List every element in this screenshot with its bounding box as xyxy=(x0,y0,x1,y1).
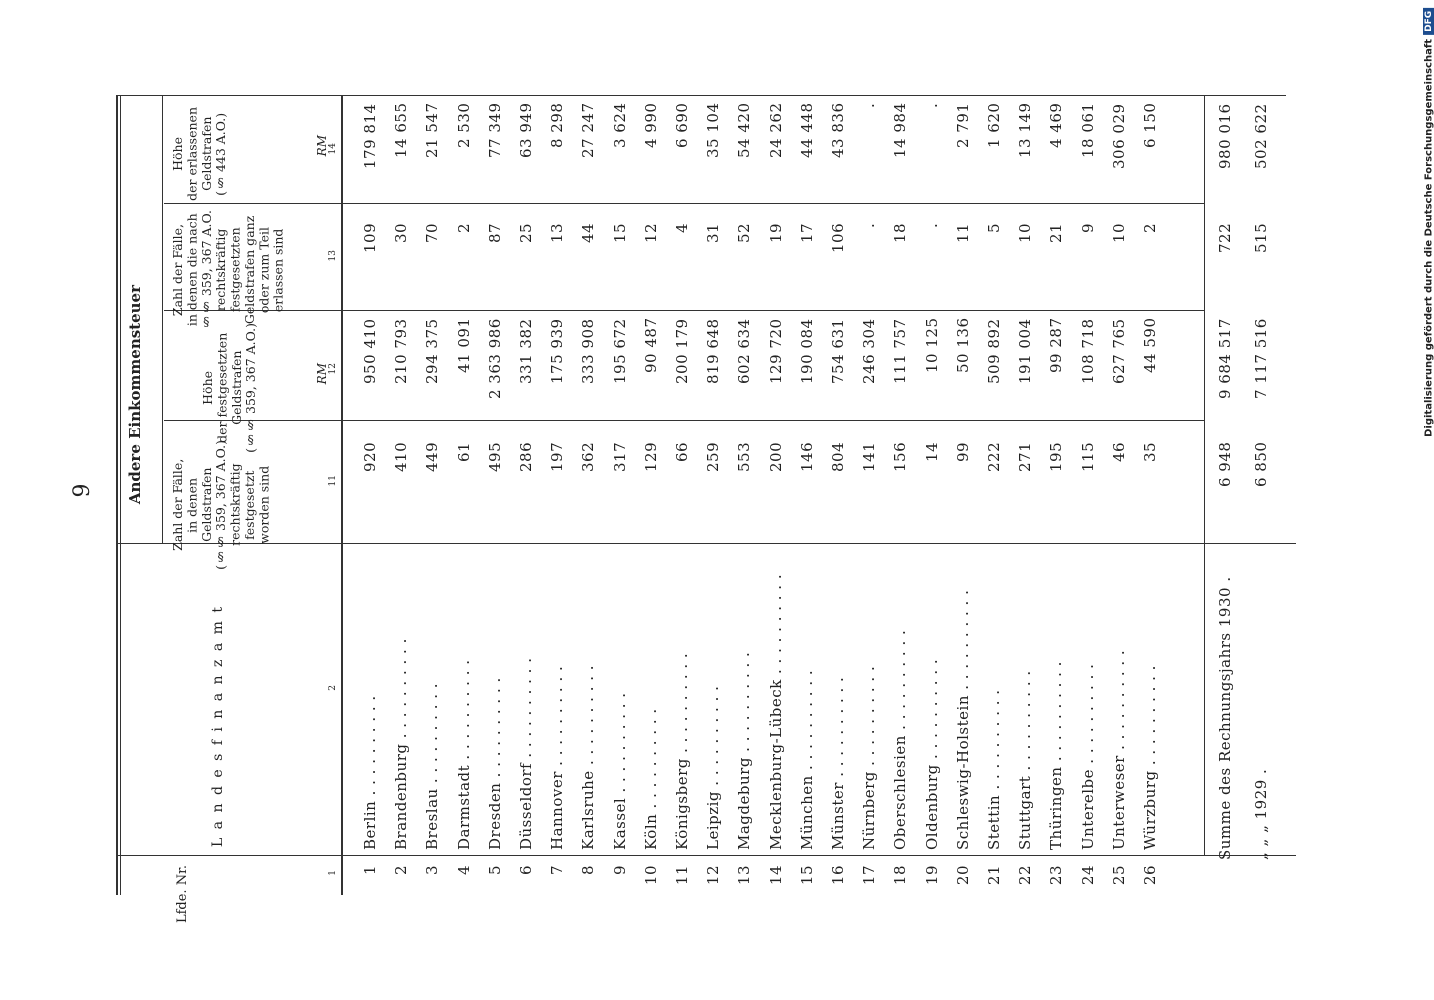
row-c11: 222 xyxy=(985,442,1003,473)
row-c13: 10 xyxy=(1016,223,1035,244)
row-amt: Magdeburg . . . . . . . . . . xyxy=(735,651,754,850)
header-col-12-line: der festgesetzten xyxy=(214,332,230,443)
row-c13: 5 xyxy=(985,223,1003,234)
row-c14: 4 469 xyxy=(1047,103,1066,149)
row-c14: 6 690 xyxy=(673,103,691,149)
row-nr: 6 xyxy=(517,865,535,876)
row-nr: 26 xyxy=(1141,865,1159,886)
row-c14: . xyxy=(922,103,941,109)
row-c12: 819 648 xyxy=(704,318,723,384)
row-c14: 77 349 xyxy=(485,103,504,159)
row-c11: 195 xyxy=(1047,442,1066,473)
row-c14: 18 061 xyxy=(1078,103,1097,159)
row-c12: 602 634 xyxy=(735,318,754,384)
row-c11: 271 xyxy=(1016,442,1035,473)
row-c13: 2 xyxy=(1141,223,1159,234)
row-c13: 18 xyxy=(891,223,910,244)
row-amt: Karlsruhe . . . . . . . . . . xyxy=(579,664,598,850)
row-c14: 44 448 xyxy=(797,103,816,159)
row-c14: 63 949 xyxy=(517,103,535,159)
row-c14: 35 104 xyxy=(704,103,723,159)
row-amt: Unterweser . . . . . . . . . . xyxy=(1109,649,1128,850)
row-amt: Düsseldorf . . . . . . . . . . xyxy=(517,657,535,850)
row-c13: 30 xyxy=(392,223,411,244)
row-c11: 66 xyxy=(673,442,691,463)
col-sep-0 xyxy=(164,203,1204,204)
row-c11: 35 xyxy=(1141,442,1159,463)
row-c14: 24 262 xyxy=(766,103,785,159)
header-col-13-line: oder zum Teil xyxy=(256,227,272,314)
header-col-14-line: (§ 443 A.O.) xyxy=(213,112,229,196)
row-c11: 14 xyxy=(922,442,941,463)
row-c12: 191 004 xyxy=(1016,318,1035,384)
total-c12: 9 684 517 xyxy=(1216,318,1234,399)
row-c14: 4 990 xyxy=(641,103,660,149)
row-amt: Thüringen . . . . . . . . . . xyxy=(1047,661,1066,850)
row-amt: Münster . . . . . . . . . . xyxy=(829,676,847,850)
header-col-14-line: Geldstrafen xyxy=(198,116,214,192)
row-amt: Dresden . . . . . . . . . . xyxy=(485,677,504,850)
row-nr: 24 xyxy=(1078,865,1097,886)
row-c11: 920 xyxy=(361,442,379,473)
total-c13: 515 xyxy=(1252,223,1270,254)
col-sep-amt xyxy=(116,543,1296,544)
row-c12: 627 765 xyxy=(1109,318,1128,384)
header-col-12-line: (§§ 359, 367 A.O.) xyxy=(243,323,259,453)
row-c14: 306 029 xyxy=(1109,103,1128,169)
top-rule xyxy=(116,95,1286,96)
row-c12: 41 091 xyxy=(454,318,473,374)
row-amt: Kassel . . . . . . . . . . xyxy=(610,692,629,850)
header-col-11-line: Zahl der Fälle, xyxy=(170,458,185,552)
row-c12: 50 136 xyxy=(953,318,972,374)
row-nr: 4 xyxy=(454,865,473,876)
total-c11: 6 850 xyxy=(1252,442,1270,488)
row-nr: 10 xyxy=(641,865,660,886)
row-nr: 25 xyxy=(1109,865,1128,886)
header-col-13-line: erlassen sind xyxy=(270,228,286,312)
row-c14: 8 298 xyxy=(548,103,567,149)
row-amt: Mecklenburg-Lübeck . . . . . . . . . . xyxy=(766,573,785,850)
row-c13: 31 xyxy=(704,223,723,244)
total-c14: 502 622 xyxy=(1252,103,1270,169)
row-amt: Köln . . . . . . . . . . xyxy=(641,708,660,850)
side-note xyxy=(1422,8,1434,998)
header-col-12 xyxy=(201,323,259,453)
col-sep-2 xyxy=(164,420,1204,421)
row-nr: 15 xyxy=(797,865,816,886)
row-c11: 115 xyxy=(1078,442,1097,473)
row-nr: 20 xyxy=(953,865,972,886)
header-col-13 xyxy=(171,210,286,330)
page-number: 6 xyxy=(66,483,92,498)
row-c11: 197 xyxy=(548,442,567,473)
row-c12: 509 892 xyxy=(985,318,1003,384)
row-c12: 331 382 xyxy=(517,318,535,384)
row-c13: 25 xyxy=(517,223,535,244)
row-c12: 111 757 xyxy=(891,318,910,384)
row-c13: 2 xyxy=(454,223,473,234)
row-nr: 5 xyxy=(485,865,504,876)
row-c11: 99 xyxy=(953,442,972,463)
row-c11: 410 xyxy=(392,442,411,473)
header-col-14-line: Höhe xyxy=(170,137,185,171)
row-c12: 294 375 xyxy=(423,318,442,384)
row-c13: 52 xyxy=(735,223,754,244)
row-nr: 13 xyxy=(735,865,754,886)
row-c12: 99 287 xyxy=(1047,318,1066,374)
header-col-14-line: der erlassenen xyxy=(184,107,200,201)
row-c14: 14 984 xyxy=(891,103,910,159)
row-c13: 19 xyxy=(766,223,785,244)
row-c14: 1 620 xyxy=(985,103,1003,149)
row-amt: Stettin . . . . . . . . . . xyxy=(985,689,1003,850)
row-c14: 2 791 xyxy=(953,103,972,149)
header-col-13-line: rechtskräftig xyxy=(213,228,229,312)
row-c12: 175 939 xyxy=(548,318,567,384)
header-col-11-line: rechtskräftig xyxy=(227,463,243,547)
total-c11: 6 948 xyxy=(1216,442,1234,488)
row-amt: Darmstadt . . . . . . . . . . xyxy=(454,659,473,850)
header-col-11-line: festgesetzt xyxy=(241,470,257,540)
header-col-12-line: Höhe xyxy=(200,371,215,405)
header-col-13-line: §§ 359, 367 A.O. xyxy=(198,210,214,331)
row-amt: Brandenburg . . . . . . . . . . xyxy=(392,638,411,850)
row-c11: 141 xyxy=(860,442,879,473)
row-c14: 2 530 xyxy=(454,103,473,149)
row-c12: 190 084 xyxy=(797,318,816,384)
column-number: 12 xyxy=(328,363,338,375)
row-amt: Würzburg . . . . . . . . . . xyxy=(1141,665,1159,850)
row-amt: Oldenburg . . . . . . . . . . xyxy=(922,658,941,850)
header-separator xyxy=(341,95,343,895)
row-c13: . xyxy=(860,223,879,229)
row-c14: 3 624 xyxy=(610,103,629,149)
row-c13: 21 xyxy=(1047,223,1066,244)
row-c12: 108 718 xyxy=(1078,318,1097,384)
unit-col-14: RM xyxy=(315,135,329,157)
row-c13: 9 xyxy=(1078,223,1097,234)
row-amt: Unterelbe . . . . . . . . . . xyxy=(1078,663,1097,850)
column-number: 14 xyxy=(328,143,338,155)
row-c13: 106 xyxy=(829,223,847,254)
row-amt: Breslau . . . . . . . . . . xyxy=(423,682,442,850)
row-c14: 54 420 xyxy=(735,103,754,159)
row-nr: 21 xyxy=(985,865,1003,886)
row-nr: 14 xyxy=(766,865,785,886)
row-nr: 17 xyxy=(860,865,879,886)
row-nr: 18 xyxy=(891,865,910,886)
table-left-border xyxy=(116,95,118,895)
row-nr: 8 xyxy=(579,865,598,876)
row-c13: 10 xyxy=(1109,223,1128,244)
row-c13: 44 xyxy=(579,223,598,244)
row-c13: 109 xyxy=(361,223,379,254)
table-left-border-2 xyxy=(120,95,121,895)
total-c14: 980 016 xyxy=(1216,103,1234,169)
header-col-13-line: Geldstrafen ganz xyxy=(241,215,257,325)
row-c13: 13 xyxy=(548,223,567,244)
row-c11: 61 xyxy=(454,442,473,463)
total-c12: 7 117 516 xyxy=(1252,318,1270,399)
header-col-11 xyxy=(171,440,272,570)
row-nr: 16 xyxy=(829,865,847,886)
row-c12: 44 590 xyxy=(1141,318,1159,374)
row-c12: 195 672 xyxy=(610,318,629,384)
total-c13: 722 xyxy=(1216,223,1234,254)
statistics-table xyxy=(116,95,1286,924)
row-amt: Berlin . . . . . . . . . . xyxy=(361,695,379,850)
row-c11: 46 xyxy=(1109,442,1128,463)
header-col-12-line: Geldstrafen xyxy=(228,350,244,426)
totals-rule xyxy=(1204,95,1205,855)
row-c14: . xyxy=(860,103,879,109)
column-number: 1 xyxy=(328,870,338,876)
header-col-13-line: Zahl der Fälle, xyxy=(170,223,185,317)
row-c13: 70 xyxy=(423,223,442,244)
row-amt: München . . . . . . . . . . xyxy=(797,669,816,850)
row-c12: 10 125 xyxy=(922,318,941,374)
row-c11: 317 xyxy=(610,442,629,473)
row-amt: Schleswig-Holstein . . . . . . . . . . xyxy=(953,589,972,850)
row-c12: 246 304 xyxy=(860,318,879,384)
side-note-text: Digitalisierung gefördert durch die Deutsche Forschungsgemeinschaft xyxy=(1423,39,1434,437)
row-amt: Nürnberg . . . . . . . . . . xyxy=(860,665,879,850)
row-c12: 754 631 xyxy=(829,318,847,384)
row-nr: 7 xyxy=(548,865,567,876)
group-header: Andere Einkommensteuer xyxy=(126,285,144,505)
row-c12: 2 363 986 xyxy=(485,318,504,399)
row-nr: 2 xyxy=(392,865,411,876)
row-c14: 14 655 xyxy=(392,103,411,159)
unit-col-12: RM xyxy=(315,363,329,385)
row-c11: 259 xyxy=(704,442,723,473)
header-col-11-line: (§§ 359, 367 A.O.) xyxy=(213,440,229,570)
row-c14: 13 149 xyxy=(1016,103,1035,159)
row-nr: 22 xyxy=(1016,865,1035,886)
row-c13: 15 xyxy=(610,223,629,244)
row-nr: 11 xyxy=(673,865,691,886)
row-c11: 804 xyxy=(829,442,847,473)
group-header-rule xyxy=(162,95,163,543)
row-c13: . xyxy=(922,223,941,229)
col-sep-nr xyxy=(116,855,1296,856)
row-amt: Leipzig . . . . . . . . . . xyxy=(704,685,723,850)
row-nr: 9 xyxy=(610,865,629,876)
row-c14: 21 547 xyxy=(423,103,442,159)
header-col-11-line: Geldstrafen xyxy=(198,467,214,543)
column-number: 13 xyxy=(328,250,338,262)
row-c13: 4 xyxy=(673,223,691,234)
total-label: Summe des Rechnungsjahrs 1930 . xyxy=(1216,576,1234,860)
row-nr: 23 xyxy=(1047,865,1066,886)
row-nr: 12 xyxy=(704,865,723,886)
row-c13: 87 xyxy=(485,223,504,244)
row-c13: 12 xyxy=(641,223,660,244)
header-amt: L a n d e s f i n a n z a m t xyxy=(210,605,226,848)
row-c11: 156 xyxy=(891,442,910,473)
row-amt: Hannover . . . . . . . . . . xyxy=(548,665,567,850)
total-label: „ „ „ 1929 . xyxy=(1252,768,1270,860)
row-c12: 200 179 xyxy=(673,318,691,384)
header-col-11-line: worden sind xyxy=(256,465,272,544)
row-c14: 43 836 xyxy=(829,103,847,159)
row-c13: 11 xyxy=(953,223,972,244)
row-c12: 210 793 xyxy=(392,318,411,384)
row-c14: 27 247 xyxy=(579,103,598,159)
col-sep-1 xyxy=(164,310,1204,311)
column-number: 11 xyxy=(328,475,338,487)
row-nr: 1 xyxy=(361,865,379,876)
header-col-13-line: festgesetzten xyxy=(227,227,243,313)
row-c12: 129 720 xyxy=(766,318,785,384)
row-nr: 19 xyxy=(922,865,941,886)
row-c11: 200 xyxy=(766,442,785,473)
header-col-14 xyxy=(171,107,229,201)
row-c14: 6 150 xyxy=(1141,103,1159,149)
row-c14: 179 814 xyxy=(361,103,379,169)
row-c11: 362 xyxy=(579,442,598,473)
header-col-11-line: in denen xyxy=(184,477,200,533)
dfg-logo: DFG xyxy=(1423,8,1434,35)
column-number: 2 xyxy=(328,685,338,691)
group-rule xyxy=(164,95,166,96)
row-c12: 333 908 xyxy=(579,318,598,384)
row-c13: 17 xyxy=(797,223,816,244)
row-nr: 3 xyxy=(423,865,442,876)
row-c11: 146 xyxy=(797,442,816,473)
row-c11: 553 xyxy=(735,442,754,473)
row-c11: 449 xyxy=(423,442,442,473)
row-amt: Königsberg . . . . . . . . . . xyxy=(673,652,691,850)
header-nr: Lfde. Nr. xyxy=(175,865,190,924)
row-c12: 950 410 xyxy=(361,318,379,384)
row-c11: 495 xyxy=(485,442,504,473)
row-c11: 286 xyxy=(517,442,535,473)
header-col-13-line: in denen die nach xyxy=(184,213,200,327)
row-c12: 90 487 xyxy=(641,318,660,374)
row-amt: Oberschlesien . . . . . . . . . . xyxy=(891,629,910,850)
row-amt: Stuttgart . . . . . . . . . . xyxy=(1016,670,1035,850)
row-c11: 129 xyxy=(641,442,660,473)
